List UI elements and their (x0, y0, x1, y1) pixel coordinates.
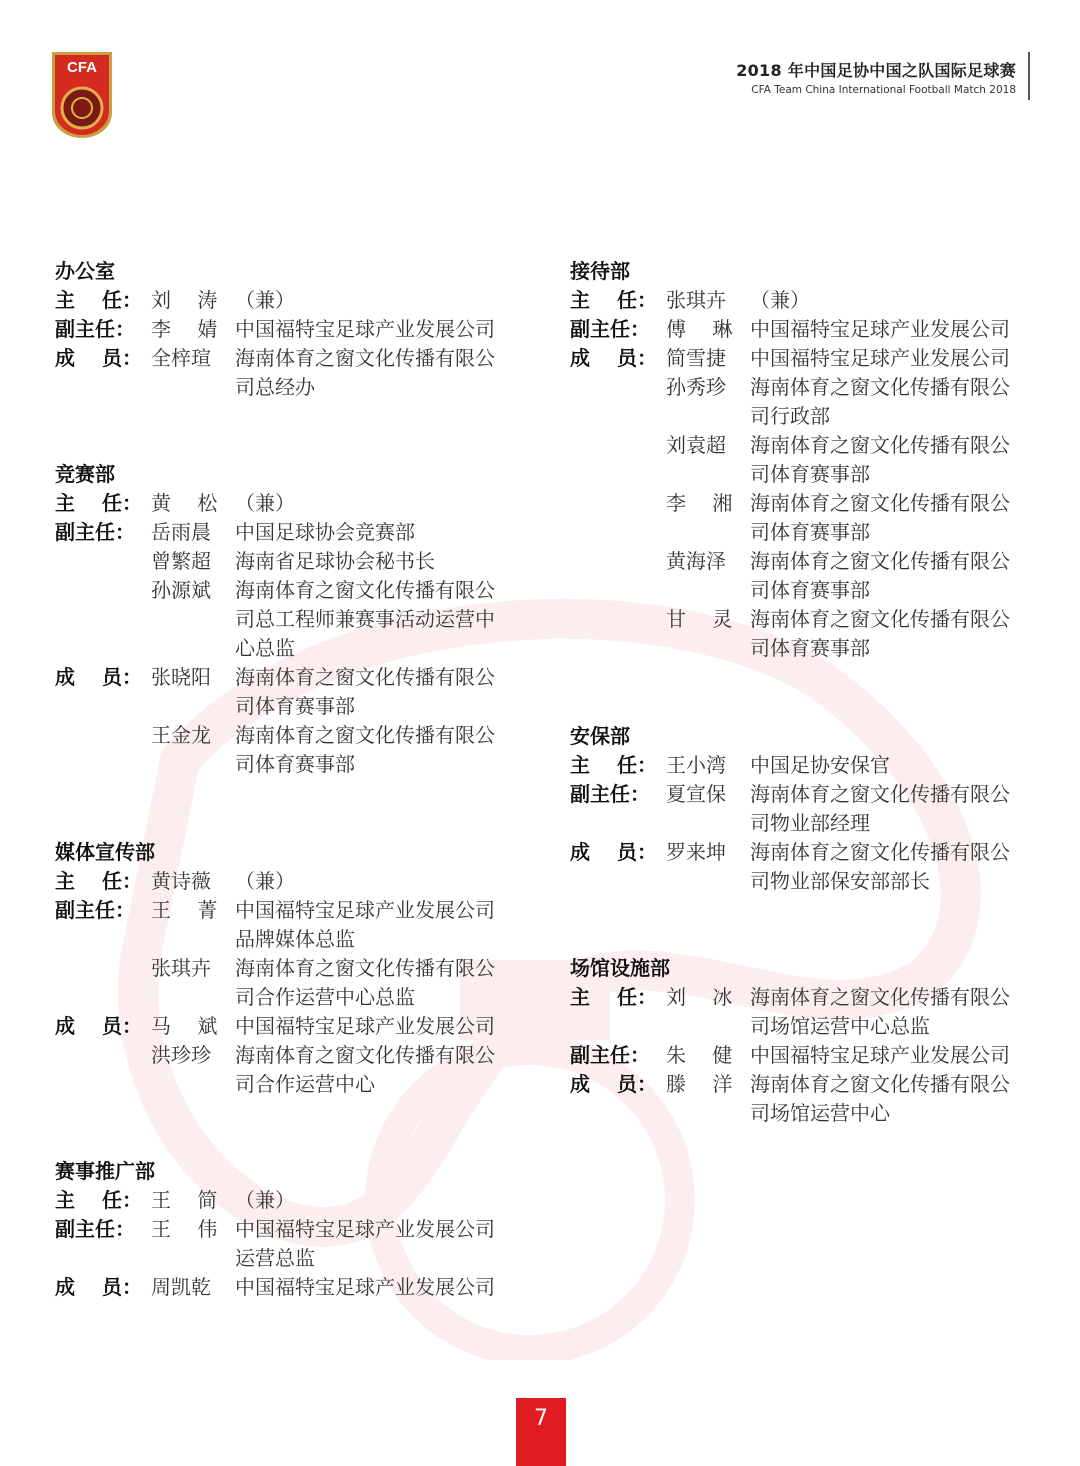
member-name: 马 斌 (151, 1014, 218, 1038)
affiliation (750, 605, 1050, 663)
affiliation (750, 751, 1050, 780)
affiliation-line: 司体育赛事部 (750, 578, 870, 602)
member-row (55, 547, 535, 576)
role-label: 成 员： (570, 1072, 657, 1096)
member-row (570, 1041, 1050, 1070)
member-name: 洪珍珍 (151, 1043, 211, 1067)
member-row (570, 780, 1050, 838)
header-subtitle: CFA Team China International Football Match 2018 (751, 84, 1016, 96)
member-name: 滕 洋 (666, 1072, 733, 1096)
affiliation (750, 489, 1050, 547)
role-label (570, 373, 666, 431)
role-label: 副主任： (55, 520, 135, 544)
department-section (55, 1157, 535, 1302)
member-row (570, 751, 1050, 780)
member-row (55, 576, 535, 663)
affiliation-line: 海南体育之窗文化传播有限公 (750, 375, 1010, 399)
department-title: 场馆设施部 (570, 956, 670, 980)
member-name: 罗来坤 (666, 840, 726, 864)
affiliation-line: 司行政部 (750, 404, 830, 428)
affiliation-line: 司体育赛事部 (235, 694, 355, 718)
affiliation-line: 海南体育之窗文化传播有限公 (750, 840, 1010, 864)
member-name: 李 湘 (666, 491, 733, 515)
member-row (570, 315, 1050, 344)
affiliation-line: 司体育赛事部 (750, 636, 870, 660)
affiliation-line: 中国福特宝足球产业发展公司 (750, 317, 1010, 341)
affiliation (235, 1215, 535, 1273)
page-number: 7 (516, 1398, 566, 1466)
member-name: 李 婧 (151, 317, 218, 341)
member-name: 张琪卉 (151, 956, 211, 980)
header (736, 58, 1016, 96)
affiliation-line: （兼） (235, 288, 295, 312)
member-name: 黄海泽 (666, 549, 726, 573)
affiliation (235, 721, 535, 779)
affiliation (750, 373, 1050, 431)
affiliation-line: 中国福特宝足球产业发展公司 (235, 1275, 495, 1299)
department-title: 办公室 (55, 259, 115, 283)
member-name: 朱 健 (666, 1043, 733, 1067)
member-name: 傅 琳 (666, 317, 733, 341)
role-label: 主 任： (55, 491, 142, 515)
affiliation-line: 中国福特宝足球产业发展公司 (750, 346, 1010, 370)
affiliation (235, 576, 535, 663)
role-label (55, 576, 151, 663)
member-name: 王 伟 (151, 1217, 218, 1241)
affiliation-line: 海南体育之窗文化传播有限公 (750, 985, 1010, 1009)
member-name: 全梓瑄 (151, 346, 211, 370)
member-row (570, 489, 1050, 547)
affiliation-line: 品牌媒体总监 (235, 927, 355, 951)
role-label: 成 员： (55, 346, 142, 370)
affiliation (750, 1041, 1050, 1070)
member-row (55, 1186, 535, 1215)
affiliation (750, 838, 1050, 896)
member-row (55, 721, 535, 779)
affiliation (235, 547, 535, 576)
member-name: 岳雨晨 (151, 520, 211, 544)
role-label: 主 任： (55, 869, 142, 893)
affiliation (750, 780, 1050, 838)
role-label: 主 任： (55, 1188, 142, 1212)
affiliation (750, 286, 1050, 315)
affiliation-line: 海南体育之窗文化传播有限公 (750, 782, 1010, 806)
role-label (570, 431, 666, 489)
member-name: 夏宣保 (666, 782, 726, 806)
affiliation-line: 中国足球协会竞赛部 (235, 520, 415, 544)
role-label (55, 721, 151, 779)
affiliation-line: 运营总监 (235, 1246, 315, 1270)
member-name: 王金龙 (151, 723, 211, 747)
affiliation-line: 司总经办 (235, 375, 315, 399)
role-label: 副主任： (55, 898, 135, 922)
member-row (570, 547, 1050, 605)
affiliation-line: 司物业部经理 (750, 811, 870, 835)
member-row (55, 896, 535, 954)
department-section (570, 954, 1050, 1128)
department-title: 接待部 (570, 259, 630, 283)
department-title: 媒体宣传部 (55, 840, 155, 864)
role-label (570, 605, 666, 663)
svg-text:CFA: CFA (67, 59, 97, 76)
department-section (570, 722, 1050, 896)
department-section (55, 460, 535, 779)
role-label: 副主任： (55, 317, 135, 341)
member-name: 甘 灵 (666, 607, 733, 631)
member-name: 孙秀珍 (666, 375, 726, 399)
affiliation-line: 海南体育之窗文化传播有限公 (235, 665, 495, 689)
affiliation-line: 中国福特宝足球产业发展公司 (235, 1217, 495, 1241)
affiliation-line: （兼） (750, 288, 810, 312)
header-divider (1028, 52, 1030, 100)
affiliation (235, 1041, 535, 1099)
affiliation (235, 1186, 535, 1215)
role-label (55, 547, 151, 576)
affiliation (235, 663, 535, 721)
member-row (570, 983, 1050, 1041)
affiliation (235, 954, 535, 1012)
affiliation (235, 518, 535, 547)
member-row (55, 518, 535, 547)
affiliation-line: 海南体育之窗文化传播有限公 (235, 956, 495, 980)
affiliation-line: 心总监 (235, 636, 295, 660)
affiliation-line: 中国福特宝足球产业发展公司 (235, 1014, 495, 1038)
role-label: 成 员： (570, 840, 657, 864)
member-row (55, 1215, 535, 1273)
role-label: 成 员： (55, 1014, 142, 1038)
department-title: 赛事推广部 (55, 1159, 155, 1183)
role-label (55, 1041, 151, 1099)
member-row (570, 838, 1050, 896)
member-row (570, 286, 1050, 315)
affiliation-line: 海南体育之窗文化传播有限公 (235, 578, 495, 602)
member-name: 刘袁超 (666, 433, 726, 457)
member-name: 简雪捷 (666, 346, 726, 370)
affiliation-line: 司体育赛事部 (235, 752, 355, 776)
affiliation (750, 547, 1050, 605)
role-label: 主 任： (570, 985, 657, 1009)
affiliation-line: 司合作运营中心 (235, 1072, 375, 1096)
affiliation (750, 431, 1050, 489)
affiliation-line: 中国福特宝足球产业发展公司 (750, 1043, 1010, 1067)
role-label: 副主任： (570, 317, 650, 341)
affiliation (235, 1273, 535, 1302)
member-row (55, 954, 535, 1012)
affiliation (750, 983, 1050, 1041)
role-label: 副主任： (570, 1043, 650, 1067)
member-name: 张琪卉 (666, 288, 726, 312)
affiliation (235, 896, 535, 954)
affiliation-line: 海南体育之窗文化传播有限公 (235, 1043, 495, 1067)
role-label: 成 员： (55, 1275, 142, 1299)
role-label: 主 任： (570, 753, 657, 777)
role-label (570, 547, 666, 605)
affiliation-line: 司场馆运营中心总监 (750, 1014, 930, 1038)
affiliation-line: 海南省足球协会秘书长 (235, 549, 435, 573)
member-name: 孙源斌 (151, 578, 211, 602)
member-row (570, 1070, 1050, 1128)
affiliation-line: 海南体育之窗文化传播有限公 (750, 549, 1010, 573)
member-name: 刘 涛 (151, 288, 218, 312)
department-title: 安保部 (570, 724, 630, 748)
affiliation (235, 867, 535, 896)
member-name: 黄 松 (151, 491, 218, 515)
affiliation-line: 中国足协安保官 (750, 753, 890, 777)
affiliation (235, 286, 535, 315)
role-label: 副主任： (570, 782, 650, 806)
department-section (55, 257, 535, 402)
member-name: 黄诗薇 (151, 869, 211, 893)
member-row (55, 315, 535, 344)
affiliation-line: 司体育赛事部 (750, 520, 870, 544)
affiliation-line: 司场馆运营中心 (750, 1101, 890, 1125)
member-row (55, 1041, 535, 1099)
header-title: 2018 年中国足协中国之队国际足球赛 (736, 61, 1016, 80)
member-name: 王小湾 (666, 753, 726, 777)
member-row (570, 373, 1050, 431)
member-row (570, 431, 1050, 489)
member-name: 王 菁 (151, 898, 218, 922)
affiliation-line: 海南体育之窗文化传播有限公 (750, 433, 1010, 457)
member-row (55, 1273, 535, 1302)
role-label: 成 员： (55, 665, 142, 689)
member-row (570, 605, 1050, 663)
affiliation-line: 海南体育之窗文化传播有限公 (750, 607, 1010, 631)
affiliation (235, 1012, 535, 1041)
affiliation-line: （兼） (235, 869, 295, 893)
affiliation (750, 1070, 1050, 1128)
affiliation (750, 315, 1050, 344)
member-name: 刘 冰 (666, 985, 733, 1009)
role-label (55, 954, 151, 1012)
affiliation-line: （兼） (235, 491, 295, 515)
affiliation-line: 海南体育之窗文化传播有限公 (235, 723, 495, 747)
member-row (570, 344, 1050, 373)
cfa-logo (50, 50, 114, 140)
affiliation (235, 315, 535, 344)
affiliation-line: （兼） (235, 1188, 295, 1212)
affiliation-line: 中国福特宝足球产业发展公司 (235, 317, 495, 341)
member-row (55, 286, 535, 315)
member-row (55, 867, 535, 896)
affiliation-line: 司总工程师兼赛事活动运营中 (235, 607, 495, 631)
member-row (55, 663, 535, 721)
affiliation (235, 489, 535, 518)
department-title: 竞赛部 (55, 462, 115, 486)
member-name: 王 简 (151, 1188, 218, 1212)
role-label: 成 员： (570, 346, 657, 370)
role-label (570, 489, 666, 547)
role-label: 副主任： (55, 1217, 135, 1241)
affiliation-line: 司物业部保安部部长 (750, 869, 930, 893)
affiliation (750, 344, 1050, 373)
department-section (570, 257, 1050, 663)
affiliation-line: 海南体育之窗文化传播有限公 (750, 1072, 1010, 1096)
affiliation (235, 344, 535, 402)
affiliation-line: 司体育赛事部 (750, 462, 870, 486)
member-row (55, 1012, 535, 1041)
member-name: 周凯乾 (151, 1275, 211, 1299)
member-name: 张晓阳 (151, 665, 211, 689)
member-row (55, 489, 535, 518)
department-section (55, 838, 535, 1099)
member-name: 曾繁超 (151, 549, 211, 573)
affiliation-line: 海南体育之窗文化传播有限公 (235, 346, 495, 370)
affiliation-line: 司合作运营中心总监 (235, 985, 415, 1009)
role-label: 主 任： (55, 288, 142, 312)
member-row (55, 344, 535, 402)
role-label: 主 任： (570, 288, 657, 312)
affiliation-line: 中国福特宝足球产业发展公司 (235, 898, 495, 922)
affiliation-line: 海南体育之窗文化传播有限公 (750, 491, 1010, 515)
